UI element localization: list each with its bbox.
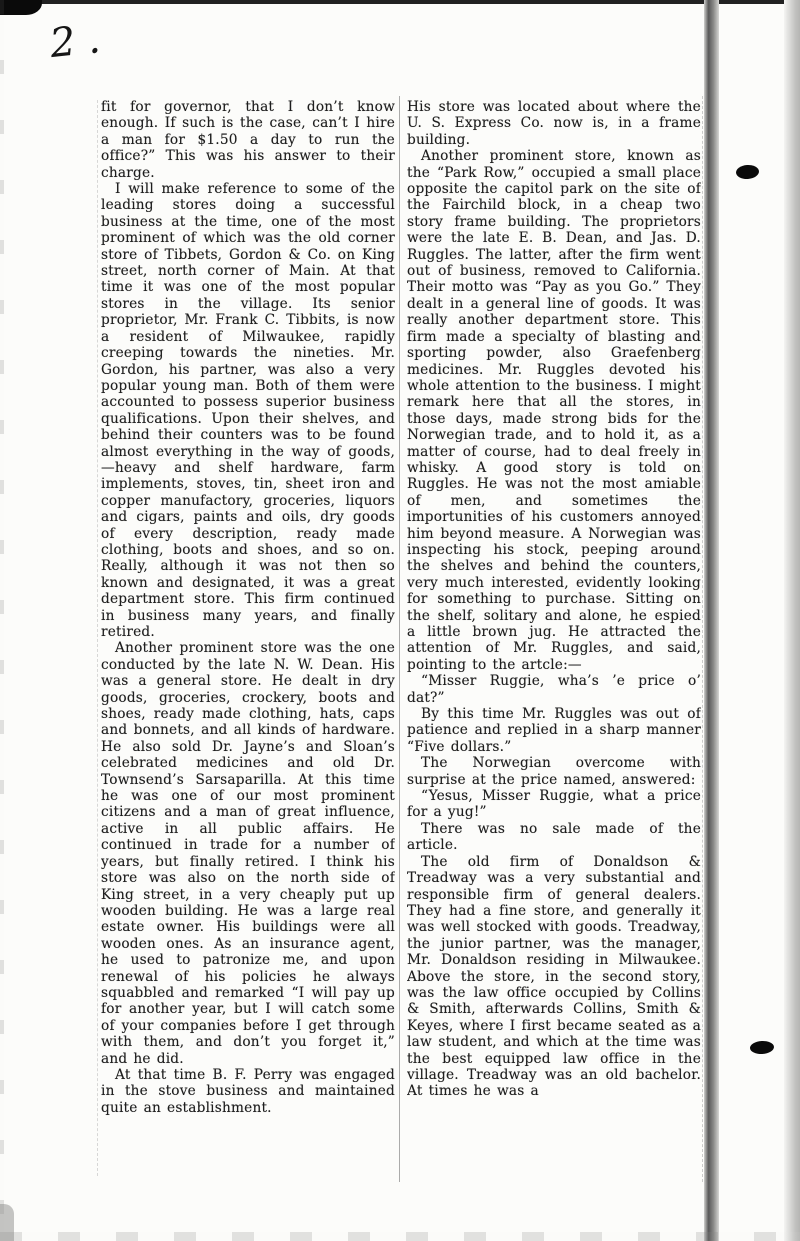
paragraph: There was no sale made of the article.	[407, 820, 701, 854]
article-column-right	[407, 99, 701, 1181]
paragraph: Another prominent store was the one conducted by the late N. W. Dean. His was a general store. He dealt in dry goods, groceries, crockery, boots and shoes, ready made clothing, hats, caps and bonnets, and all kinds of hardware. He also sold Dr. Jayne’s and Sloan’s celebrated medicines and old Dr. Townsend’s Sarsaparilla. At this time he was one of our most prominent citizens and a man of great influence, active in all public affairs. He continued in trade for a number of years, but finally retired. I think his store was also on the north side of King street, in a very cheaply put up wooden building. He was a large real estate owner. His buildings were all wooden ones. As an insurance agent, he used to patronize me, and upon renewal of his policies he always squabbled and remarked “I will pay up for another year, but I will catch some of your companies before I get through with them, and don’t you forget it,” and he did.	[101, 640, 395, 1067]
paragraph: At that time B. F. Perry was engaged in the stove business and maintained quite an establishment.	[101, 1066, 395, 1116]
ink-blot	[736, 164, 760, 180]
column-rule-right	[702, 96, 703, 1182]
article-column-left	[101, 99, 395, 1181]
scan-bottom-corner-shadow	[0, 1204, 14, 1241]
paragraph: “Misser Ruggie, wha’s ’e price o’ dat?”	[407, 673, 701, 706]
scan-left-edge-noise	[0, 0, 4, 1241]
scan-fold-band	[704, 0, 719, 1241]
handwritten-page-number: 2.	[47, 14, 115, 68]
column-divider	[399, 96, 400, 1182]
scan-bottom-edge-noise	[0, 1232, 800, 1241]
paragraph: The old firm of Donaldson & Treadway was a very substantial and responsible firm of general dealers. They had a fine store, and generally it was well stocked with goods. Treadway, the junior partner, was the manager, Mr. Donaldson residing in Milwaukee. Above the store, in the second story, was the law office occupied by Collins & Smith, afterwards Collins, Smith & Keyes, where I first became seated as a law student, and which at the time was the best equipped law office in the village. Treadway was an old bachelor. At times he was a	[407, 853, 701, 1100]
paragraph: Another prominent store, known as the “Park Row,” occupied a small place opposite the capitol park on the site of the Fairchild block, in a cheap two story frame building. The proprietors were the late E. B. Dean, and Jas. D. Ruggles. The latter, after the firm went out of business, removed to California. Their motto was “Pay as you Go.” They dealt in a general line of goods. It was really another department store. This firm made a specialty of blasting and sporting powder, also Graefenberg medicines. Mr. Ruggles devoted his whole attention to the business. I might remark here that all the stores, in those days, made strong bids for the Norwegian trade, and to hold it, as a matter of course, had to deal freely in whisky. A good story is told on Ruggles. He was not the most amiable of men, and sometimes the importunities of his customers annoyed him beyond measure. A Norwegian was inspecting his stock, peeping around the shelves and behind the counters, very much interested, evidently looking for something to purchase. Sitting on the shelf, solitary and alone, he espied a little brown jug. He attracted the attention of Mr. Ruggles, and said, pointing to the artcle:—	[407, 148, 701, 673]
column-rule-left	[97, 100, 98, 1176]
paragraph: His store was located about where the U. S. Express Co. now is, in a frame building.	[407, 99, 701, 148]
paragraph: I will make reference to some of the leading stores doing a successful business at the time, one of the most prominent of which was the old corner store of Tibbets, Gordon & Co. on King street, north corner of Main. At that time it was one of the most popular stores in the village. Its senior proprietor, Mr. Frank C. Tibbits, is now a resident of Milwaukee, rapidly creeping towards the nineties. Mr. Gordon, his partner, was also a very popular young man. Both of them were accounted to possess superior business qualifications. Upon their shelves, and behind their counters was to be found almost everything in the way of goods, —heavy and shelf hardware, farm implements, stoves, tin, sheet iron and copper manufactory, groceries, liquors and cigars, paints and oils, dry goods of every description, ready made clothing, boots and shoes, and so on. Really, although it was not then so known and designated, it was a great department store. This firm continued in business many years, and finally retired.	[101, 181, 395, 640]
paragraph: fit for governor, that I don’t know enough. If such is the case, can’t I hire a man for $1.50 a day to run the office?” This was his answer to their charge.	[101, 99, 395, 181]
scan-right-edge	[784, 0, 800, 1241]
paragraph: By this time Mr. Ruggles was out of patience and replied in a sharp manner “Five dollars.”	[407, 706, 701, 755]
ink-blot	[750, 1040, 775, 1054]
paragraph: “Yesus, Misser Ruggie, what a price for a yug!”	[407, 788, 701, 821]
scan-corner-shadow	[0, 0, 42, 15]
paragraph: The Norwegian overcome with surprise at the price named, answered:	[407, 755, 701, 788]
scan-top-edge	[0, 0, 800, 4]
